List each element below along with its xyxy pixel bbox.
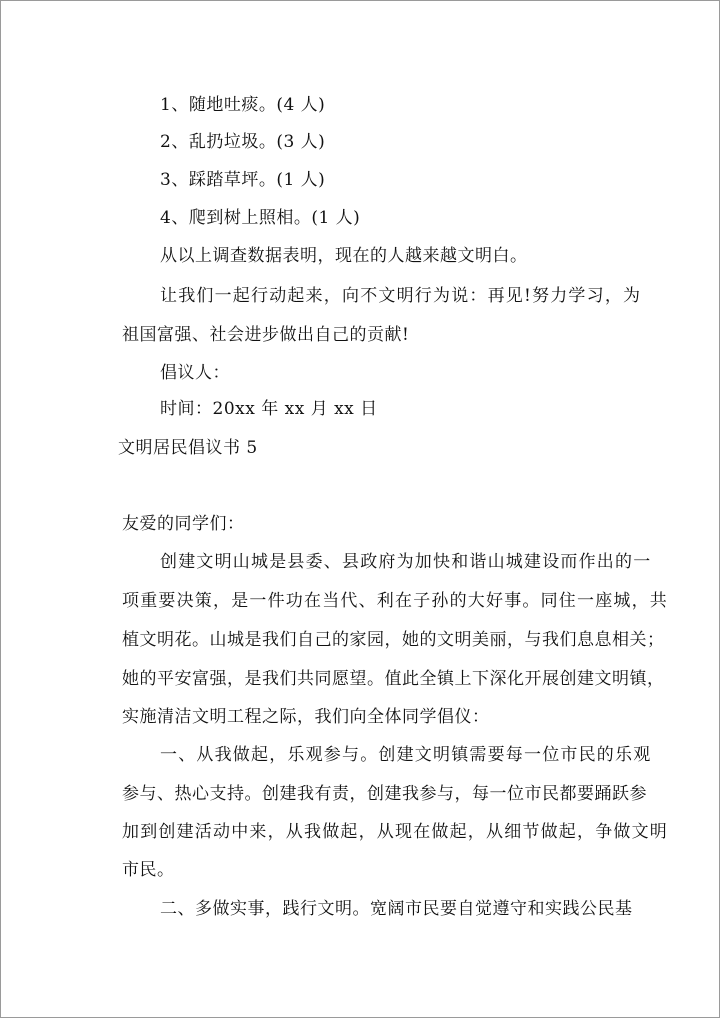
- call-to-action-line-1: 让我们一起行动起来，向不文明行为说：再见!努力学习，为: [160, 286, 642, 306]
- point-1-line-3: 加到创建活动中来，从我做起，从现在做起，从细节做起，争做文明: [122, 822, 668, 842]
- conclusion-text: 从以上调查数据表明，现在的人越来越文明白。: [160, 246, 528, 266]
- paragraph-1-line-3: 植文明花。山城是我们自己的家园，她的文明美丽，与我们息息相关；: [122, 630, 665, 650]
- proposer-label: 倡议人：: [160, 363, 230, 383]
- paragraph-1-line-2: 项重要决策，是一件功在当代、利在子孙的大好事。同住一座城，共: [122, 591, 668, 611]
- paragraph-1-line-1: 创建文明山城是县委、县政府为加快和谐山城建设而作出的一: [160, 552, 652, 572]
- point-2-line-1: 二、多做实事，践行文明。宽阔市民要自觉遵守和实践公民基: [160, 899, 633, 919]
- point-1-line-1: 一、从我做起，乐观参与。创建文明镇需要每一位市民的乐观: [160, 745, 652, 765]
- paragraph-1-line-4: 她的平安富强，是我们共同愿望。值此全镇上下深化开展创建文明镇，: [122, 669, 665, 689]
- call-to-action-line-2: 祖国富强、社会进步做出自己的贡献!: [122, 325, 410, 345]
- date-line: 时间：20xx 年 xx 月 xx 日: [160, 399, 378, 419]
- point-1-line-4: 市民。: [122, 860, 175, 880]
- point-1-line-2: 参与、热心支持。创建我有责，创建我参与，每一位市民都要踊跃参: [122, 784, 647, 804]
- section-title: 文明居民倡议书 5: [118, 438, 258, 458]
- survey-item-3: 3、踩踏草坪。(1 人): [160, 170, 326, 190]
- paragraph-1-line-5: 实施清洁文明工程之际，我们向全体同学倡仪：: [122, 707, 490, 727]
- greeting: 友爱的同学们：: [122, 514, 245, 534]
- survey-item-2: 2、乱扔垃圾。(3 人): [160, 132, 326, 152]
- survey-item-4: 4、爬到树上照相。(1 人): [160, 208, 361, 228]
- survey-item-1: 1、随地吐痰。(4 人): [160, 95, 326, 115]
